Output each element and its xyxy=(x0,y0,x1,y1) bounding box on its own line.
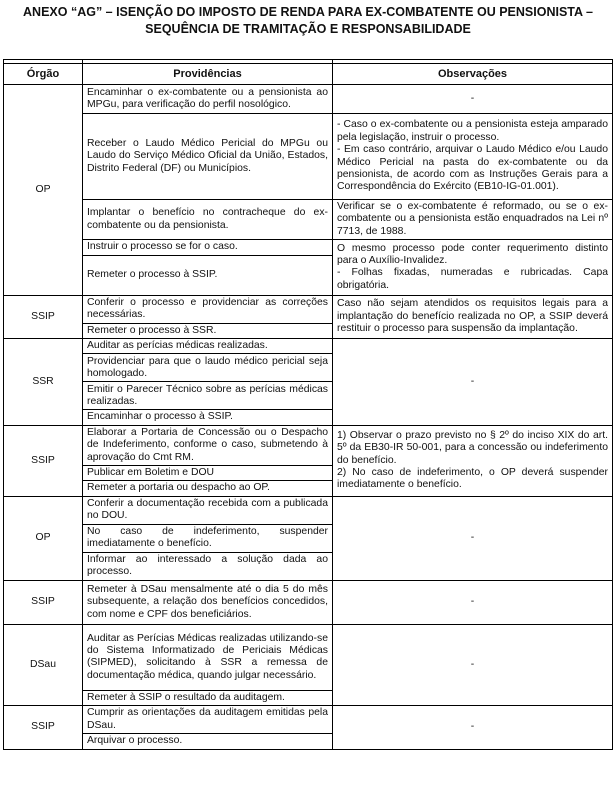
providencia-cell: Elaborar a Portaria de Concessão ou o Despacho de Indeferimento, conforme o caso, submetendo à aprovação do Cmt RM. xyxy=(83,425,333,465)
providencia-cell: Conferir a documentação recebida com a publicada no DOU. xyxy=(83,496,333,524)
title-line-1: ANEXO “AG” – ISENÇÃO DO IMPOSTO DE RENDA PARA EX-COMBATENTE OU PENSIONISTA – xyxy=(23,5,593,19)
table-row xyxy=(4,624,613,690)
header-row xyxy=(4,64,613,85)
providencia-cell: Remeter à SSIP o resultado da auditagem. xyxy=(83,690,333,705)
table-row xyxy=(4,295,613,323)
table-row xyxy=(4,496,613,524)
orgao-cell: SSIP xyxy=(4,425,83,496)
providencia-cell: Remeter o processo à SSIP. xyxy=(83,255,333,295)
observacao-cell: - Caso o ex-combatente ou a pensionista esteja amparado pela legislação, instruir o processo. - Em caso contrário, arquivar o Laudo Médico e/ou Laudo Médico Pericial na pasta do ex-combatente ou da pensionista, de acordo com as Instruções Gerais para a Correspondência do Exército (EB10-IG-01.001). xyxy=(333,114,613,200)
orgao-cell: SSIP xyxy=(4,295,83,338)
table-row xyxy=(4,200,613,240)
providencia-cell: Instruir o processo se for o caso. xyxy=(83,240,333,255)
table-row xyxy=(4,425,613,465)
table-row xyxy=(4,580,613,624)
providencia-cell: No caso de indeferimento, suspender imediatamente o benefício. xyxy=(83,524,333,552)
providencia-cell: Arquivar o processo. xyxy=(83,734,333,749)
providencia-cell: Implantar o benefício no contracheque do ex-combatente ou da pensionista. xyxy=(83,200,333,240)
header-orgao: Órgão xyxy=(4,64,83,85)
providencia-cell: Publicar em Boletim e DOU xyxy=(83,466,333,481)
table-row xyxy=(4,706,613,734)
observacao-cell: - xyxy=(333,706,613,749)
providencia-cell: Auditar as perícias médicas realizadas. xyxy=(83,339,333,354)
table-row xyxy=(4,114,613,200)
observacao-cell: 1) Observar o prazo previsto no § 2º do inciso XIX do art. 5º da EB30-IR 50-001, para a concessão ou indeferimento do benefício. 2) No caso de indeferimento, o OP deverá suspender imediatamente o benefício. xyxy=(333,425,613,496)
procedure-table xyxy=(3,59,613,750)
title-line-2: SEQUÊNCIA DE TRAMITAÇÃO E RESPONSABILIDADE xyxy=(145,22,471,36)
observacao-cell: Caso não sejam atendidos os requisitos legais para a implantação do benefício realizada no OP, a SSIP deverá restituir o processo para suspensão da implantação. xyxy=(333,295,613,338)
providencia-cell: Auditar as Perícias Médicas realizadas utilizando-se do Sistema Informatizado de Periciais Médicas (SIPMED), solicitando à SSR a remessa de documentação médica, quando julgar necessário. xyxy=(83,624,333,690)
orgao-cell: SSIP xyxy=(4,706,83,749)
providencia-cell: Informar ao interessado a solução dada ao processo. xyxy=(83,552,333,580)
document-title xyxy=(0,0,616,40)
providencia-cell: Remeter à DSau mensalmente até o dia 5 do mês subsequente, a relação dos benefícios concedidos, com nome e CPF dos beneficiários. xyxy=(83,580,333,624)
table-row xyxy=(4,240,613,255)
observacao-cell: - xyxy=(333,85,613,114)
providencia-cell: Remeter a portaria ou despacho ao OP. xyxy=(83,481,333,496)
orgao-cell: SSIP xyxy=(4,580,83,624)
providencia-cell: Conferir o processo e providenciar as correções necessárias. xyxy=(83,295,333,323)
providencia-cell: Encaminhar o ex-combatente ou a pensionista ao MPGu, para verificação do perfil nosológico. xyxy=(83,85,333,114)
table-row xyxy=(4,339,613,354)
providencia-cell: Emitir o Parecer Técnico sobre as perícias médicas realizadas. xyxy=(83,382,333,410)
observacao-cell: Verificar se o ex-combatente é reformado, ou se o ex-combatente ou a pensionista estão enquadrados na Lei nº 7713, de 1988. xyxy=(333,200,613,240)
orgao-cell: OP xyxy=(4,496,83,580)
observacao-cell: - xyxy=(333,624,613,705)
table-row xyxy=(4,85,613,114)
providencia-cell: Encaminhar o processo à SSIP. xyxy=(83,410,333,425)
orgao-cell: SSR xyxy=(4,339,83,426)
observacao-cell: O mesmo processo pode conter requerimento distinto para o Auxílio-Invalidez. - Folhas fixadas, numeradas e rubricadas. Capa obrigatória. xyxy=(333,240,613,295)
providencia-cell: Providenciar para que o laudo médico pericial seja homologado. xyxy=(83,354,333,382)
orgao-cell: OP xyxy=(4,85,83,296)
providencia-cell: Cumprir as orientações da auditagem emitidas pela DSau. xyxy=(83,706,333,734)
observacao-cell: - xyxy=(333,496,613,580)
header-observacoes: Observações xyxy=(333,64,613,85)
providencia-cell: Remeter o processo à SSR. xyxy=(83,323,333,338)
header-providencias: Providências xyxy=(83,64,333,85)
orgao-cell: DSau xyxy=(4,624,83,705)
providencia-cell: Receber o Laudo Médico Pericial do MPGu ou Laudo do Serviço Médico Oficial da União, Estados, Distrito Federal (DF) ou Municípios. xyxy=(83,114,333,200)
observacao-cell: - xyxy=(333,580,613,624)
observacao-cell: - xyxy=(333,339,613,426)
